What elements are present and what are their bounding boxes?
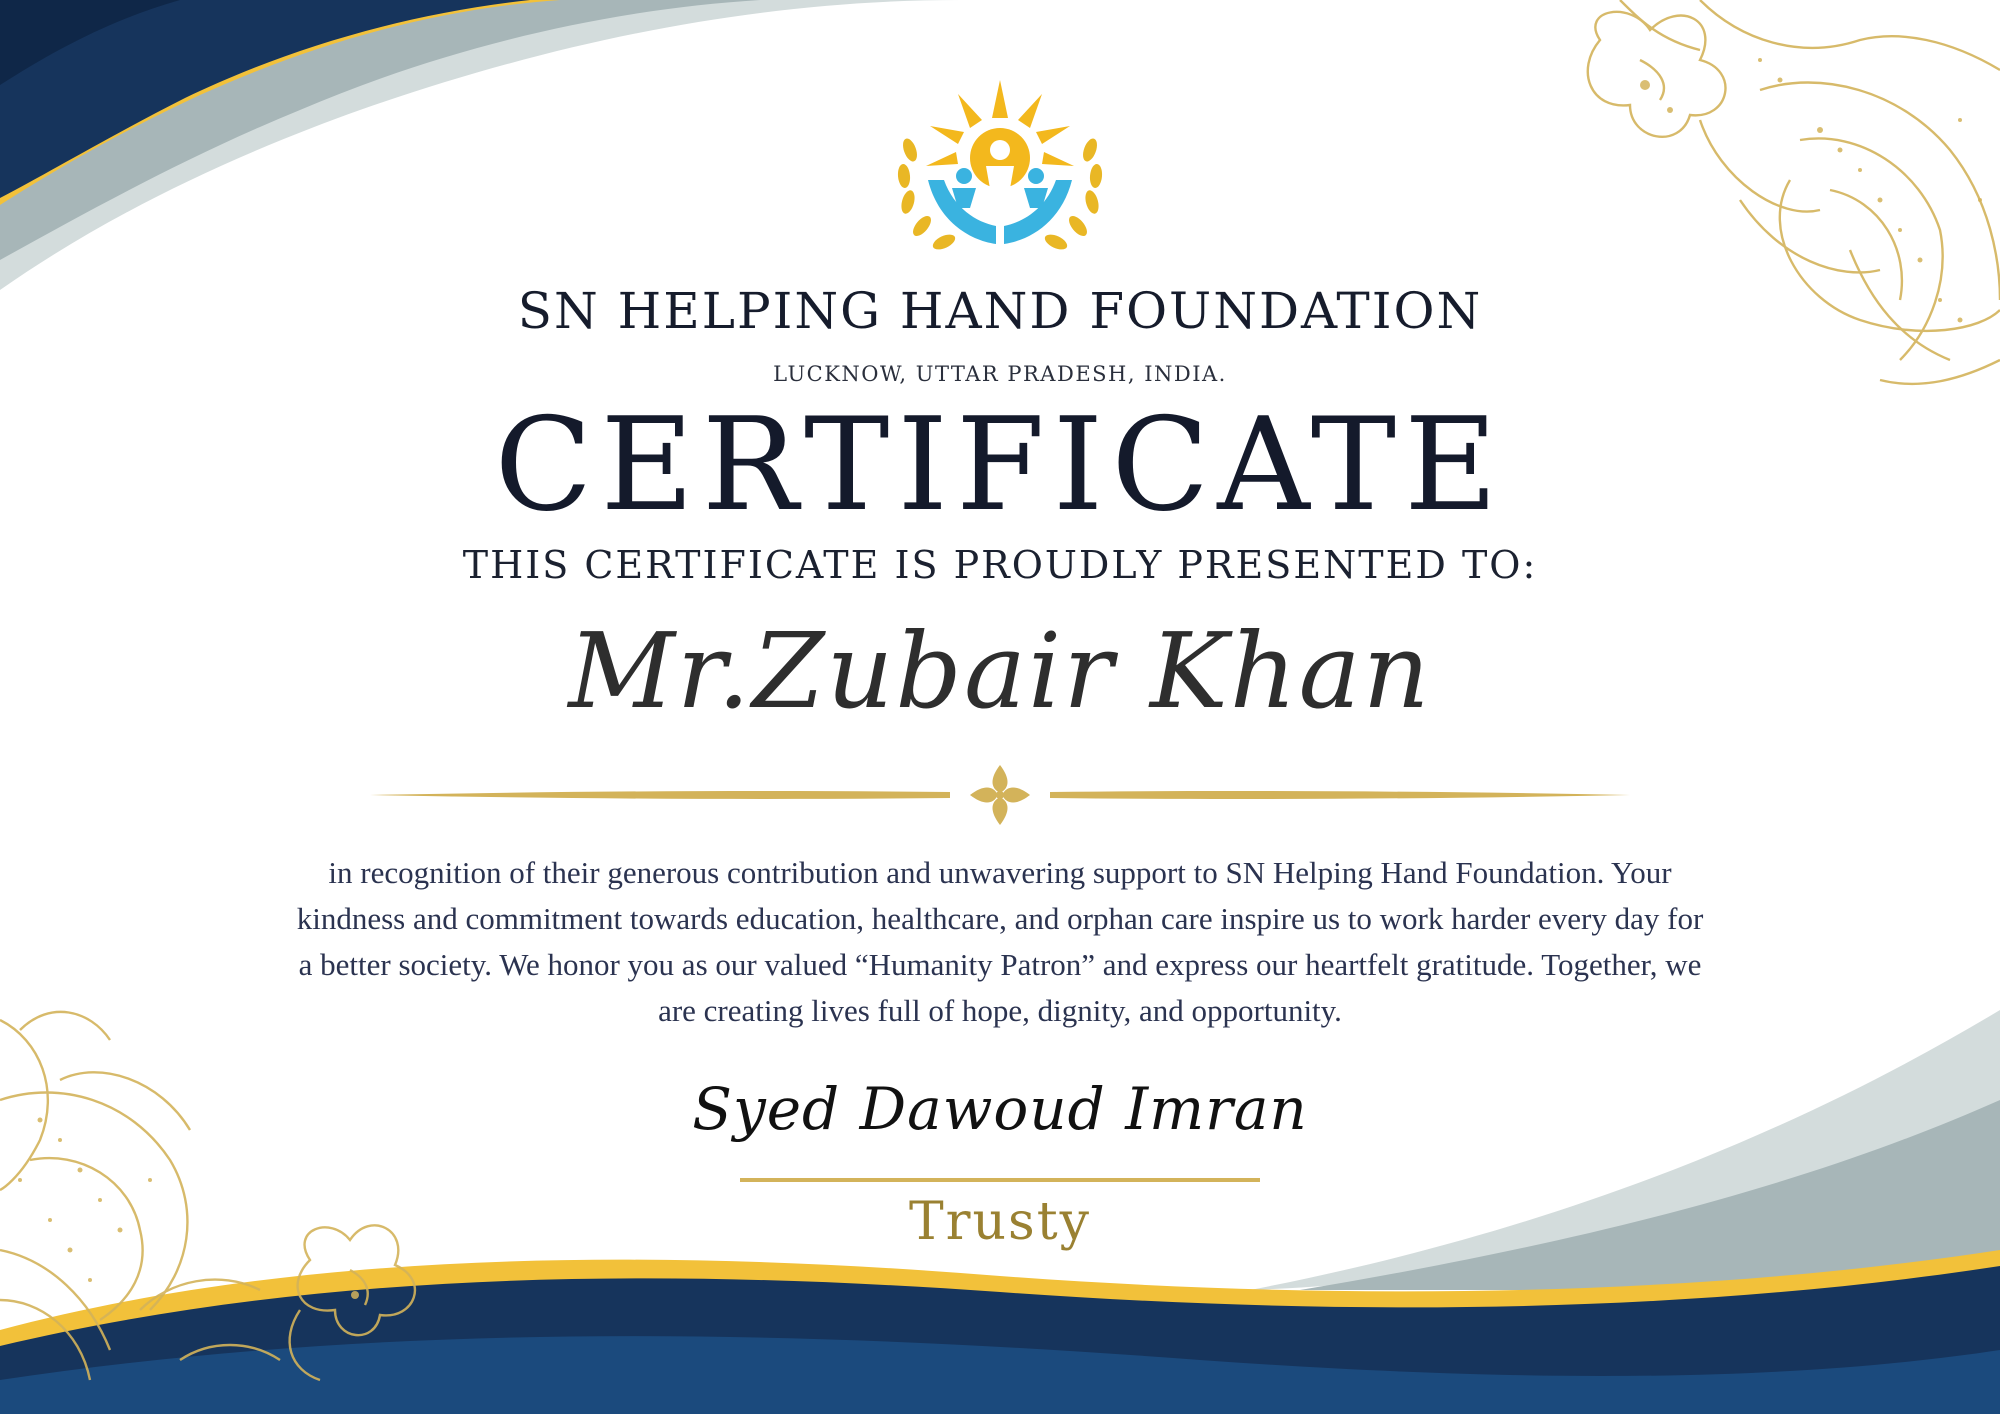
presented-to-line: THIS CERTIFICATE IS PROUDLY PRESENTED TO: bbox=[462, 543, 1538, 587]
organization-location: LUCKNOW, UTTAR PRADESH, INDIA. bbox=[773, 362, 1227, 386]
gold-divider bbox=[370, 760, 1630, 830]
signer-role: Trusty bbox=[909, 1192, 1091, 1252]
recipient-name: Mr.Zubair Khan bbox=[568, 610, 1432, 732]
certificate-body-text: in recognition of their generous contribution and unwavering support to SN Helping Hand Foundation. Your kindness and commitment towards education, healthcare, and orphan care inspire us to work harder every day for a better society. We honor you as our valued “Humanity Patron” and express our heartfelt gratitude. Together, we are creating lives full of hope, dignity, and opportunity. bbox=[296, 855, 1704, 1028]
organization-name: SN HELPING HAND FOUNDATION bbox=[517, 282, 1483, 340]
foundation-logo bbox=[888, 80, 1112, 256]
signature: Syed Dawoud Imran bbox=[692, 1075, 1308, 1143]
sun-hands-laurel-logo bbox=[888, 80, 1112, 256]
signature-line bbox=[740, 1178, 1260, 1182]
certificate-title: CERTIFICATE bbox=[494, 391, 1506, 540]
fleur-ornament-icon bbox=[970, 765, 1030, 825]
